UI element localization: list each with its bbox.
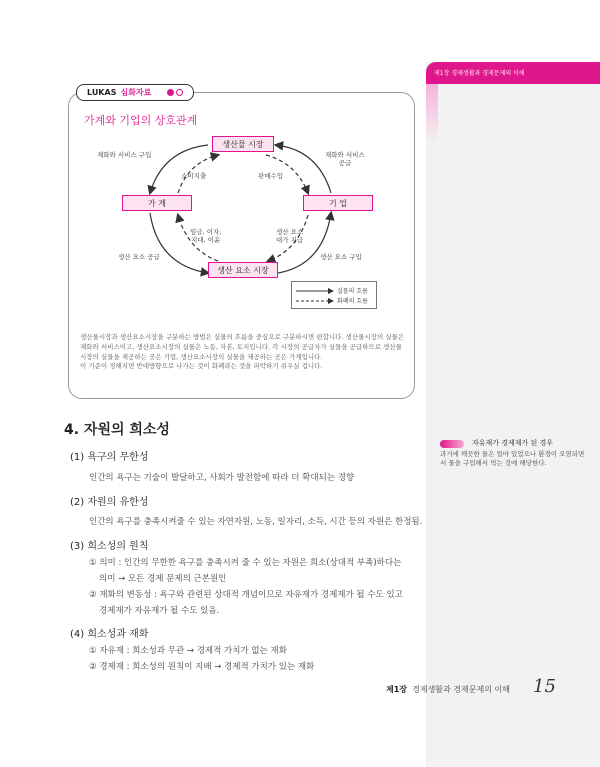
page-number: 15 — [533, 676, 556, 697]
legend-real-flow: 실물의 흐름 — [337, 288, 368, 295]
footer-chapter-number: 제1장 — [386, 685, 408, 694]
arrow-goods-to-household — [150, 145, 208, 193]
tab-shadow — [426, 84, 438, 144]
label-goods-supply: 재화와 서비스 공급 — [325, 151, 365, 168]
node-firm: 기 업 — [303, 195, 373, 211]
legend — [291, 281, 377, 309]
label-factor-supply: 생산 요소 공급 — [118, 253, 160, 261]
item-line: 경제재가 자유재가 될 수도 있음. — [99, 606, 220, 616]
label-goods-purchase: 재화와 서비스 구입 — [97, 151, 152, 159]
footer-chapter-title: 경제생활과 경제문제의 이해 — [412, 685, 510, 694]
label-income: 임금, 이자, 지대, 이윤 — [190, 228, 222, 245]
item-heading: (3) 희소성의 원칙 — [70, 541, 149, 552]
item-heading: (2) 자원의 유한성 — [70, 497, 149, 508]
badge-brand: LUKAS — [87, 88, 117, 97]
item-heading: (1) 욕구의 무한성 — [70, 452, 149, 463]
box-title: 가계와 기업의 상호관계 — [84, 114, 198, 127]
node-household: 가 계 — [122, 195, 192, 211]
section-title: 4. 자원의 희소성 — [64, 422, 170, 438]
item-line: ① 의미 : 인간의 무한한 욕구를 충족시켜 줄 수 있는 자원은 희소(상대적 부족)하다는 — [89, 558, 402, 568]
lukas-badge — [76, 84, 194, 101]
box-text-para: 이 기준이 정해지면 반대방향으로 나가는 것이 화폐라는 것을 파악하기 쉬우실 겁니다. — [80, 362, 323, 371]
box-explanation — [80, 333, 408, 372]
footer-chapter — [386, 684, 510, 695]
item-line: ② 경제재 : 희소성의 원칙이 지배 → 경제적 가치가 있는 재화 — [89, 662, 315, 672]
note-body: 과거에 깨끗한 물은 얼마 있었으나 환경이 오염되면서 물을 구입해서 먹는 것에 해당한다. — [440, 450, 585, 468]
badge-label: 심화자료 — [120, 88, 152, 97]
box-text-para: 생산물시장과 생산요소시장을 구분하는 방법은 실물의 흐름을 중심으로 구분하시면 편합니다. 생산물시장의 실물은 재화와 서비스이고, 생산요소시장의 실물은 노동, 자본, 토지입니다. 각 시장의 공급자가 실물을 공급하므로 생산물시장의 실물을 제공하는 곳은 기업, 생산요소시장의 실물을 제공하는 곳은 가계입니다. — [80, 333, 405, 361]
item-line: 인간의 욕구를 충족시켜줄 수 있는 자연자원, 노동, 일자리, 소득, 시간 등의 자원은 한정됨. — [89, 517, 423, 527]
legend-money-flow: 화폐의 흐름 — [337, 298, 368, 305]
label-consumption: 소비지출 — [181, 172, 207, 180]
node-factor-market: 생산 요소 시장 — [208, 262, 278, 278]
label-factor-pay: 생산 요소 대가 지급 — [276, 228, 304, 245]
chapter-tab — [426, 62, 600, 84]
node-product-market: 생산물 시장 — [212, 136, 274, 152]
arrow-firm-to-product — [276, 145, 331, 193]
label-sales-revenue: 판매수입 — [258, 172, 284, 180]
note-title: 자유재가 경제재가 된 경우 — [472, 439, 554, 447]
note-badge-icon — [440, 440, 464, 448]
item-heading: (4) 희소성과 재화 — [70, 629, 149, 640]
item-line: 인간의 욕구는 기술이 발달하고, 사회가 발전함에 따라 더 확대되는 경향 — [89, 473, 355, 483]
sidebar-band — [426, 62, 600, 767]
label-factor-purchase: 생산 요소 구입 — [320, 253, 362, 261]
chapter-tab-label: 제1장 경제생활과 경제문제의 이해 — [434, 70, 525, 77]
item-line: ② 재화의 변동성 : 욕구와 관련된 상대적 개념이므로 자유재가 경제재가 될 수도 있고 — [89, 590, 403, 600]
badge-dots-icon — [167, 89, 183, 96]
item-line: ① 자유재 : 희소성과 무관 → 경제적 가치가 없는 재화 — [89, 646, 287, 656]
item-line: 의미 → 모든 경제 문제의 근본원인 — [99, 574, 227, 584]
